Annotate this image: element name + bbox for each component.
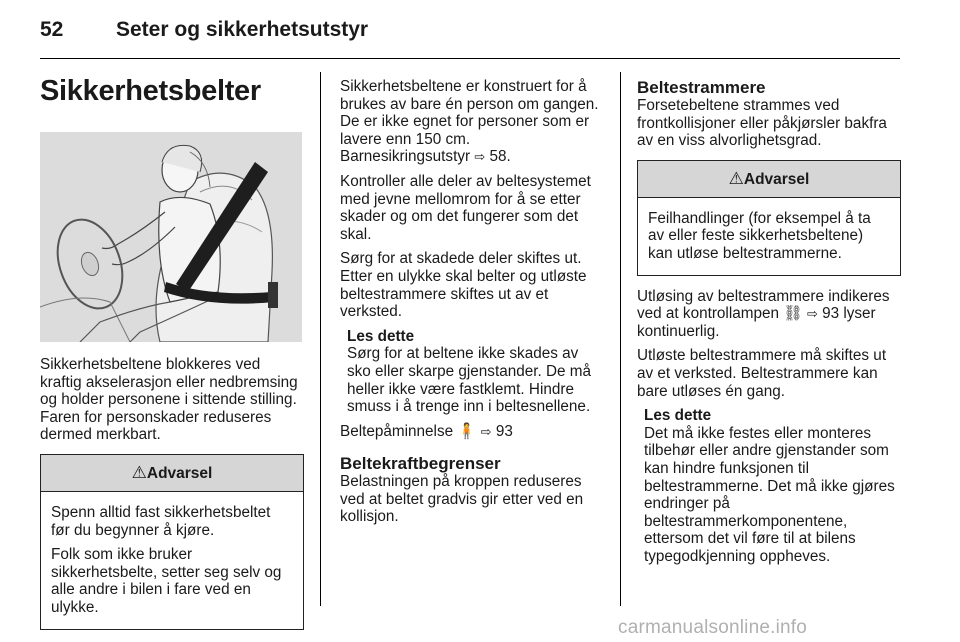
body-paragraph (637, 288, 901, 341)
page-reference[interactable]: 93 (822, 305, 840, 323)
column-3 (637, 66, 901, 572)
warning-text: Folk som ikke bruker sikkerhetsbelte, setter seg selv og alle andre i bilen i fare ved en ulykke. (51, 546, 282, 616)
running-head: Seter og sikkerhetsutstyr (116, 18, 369, 41)
warning-triangle-icon: ⚠ (131, 462, 147, 482)
intro-paragraph: Sikkerhetsbeltene blokkeres ved kraftig akselerasjon eller nedbremsing og holder personene i sittende stilling. Faren for personskader reduseres dermed merkbart. (40, 356, 298, 444)
page-reference-arrow-icon: ⇨ (480, 423, 492, 439)
warning-box (40, 454, 304, 630)
note-block (340, 328, 604, 416)
page-reference-arrow-icon: ⇨ (806, 306, 818, 322)
body-paragraph: Kontroller alle deler av beltesystemet med jevne mellomrom for å se etter skader og om det fungerer som det skal. (340, 172, 591, 243)
page-number: 52 (40, 18, 64, 41)
warning-label: Advarsel (146, 464, 213, 482)
page-reference-arrow-icon: ⇨ (474, 149, 486, 165)
page-reference[interactable]: 93 (495, 422, 513, 440)
note-text: Sørg for at beltene ikke skades av sko eller skarpe gjenstander. De må heller ikke være fastklemt. Hindre smuss i å trenge inn i beltesnellene. (347, 345, 592, 416)
body-paragraph (340, 78, 604, 166)
body-text: lyser kontinuerlig. (637, 305, 876, 340)
warning-header (638, 161, 900, 198)
warning-body (638, 198, 900, 275)
section-title: Beltestrammere (637, 78, 766, 97)
reminder-text: Beltepåminnelse (340, 422, 454, 440)
note-label: Les dette (347, 327, 415, 345)
page-title: Sikkerhetsbelter (40, 75, 261, 107)
note-text: Det må ikke festes eller monteres tilbehør eller andre gjenstander som kan hindre funksjonen til beltestrammerne. Det må ikke gjøres endringer på beltestrammerkomponentene, ettersom det vil føre til at bilens typegodkjenning oppheves. (644, 424, 895, 565)
body-paragraph: Forsetebeltene strammes ved frontkollisjoner eller påkjørsler bakfra av en viss alvorlighetsgrad. (637, 97, 887, 150)
driver-with-seatbelt-drawing (40, 132, 302, 342)
warning-box (637, 160, 901, 276)
column-1 (40, 64, 304, 642)
seatbelt-illustration (40, 132, 302, 342)
column-divider (620, 72, 621, 606)
airbag-warning-lamp-icon: ⛓ (783, 305, 803, 323)
body-paragraph: Utløste beltestrammere må skiftes ut av et verksted. Beltestrammere kan bare utløses én gang. (637, 347, 887, 400)
body-text: Sikkerhetsbeltene er konstruert for å brukes av bare én person om gangen. De er ikke egnet for personer som er lavere enn 150 cm. Barnesikringsutstyr (340, 78, 599, 166)
header-rule (40, 58, 900, 59)
note-label: Les dette (644, 407, 712, 425)
seatbelt-reminder-icon: 🧍 (457, 422, 477, 440)
body-paragraph: Belastningen på kroppen reduseres ved at beltet gradvis gir etter ved en kollisjon. (340, 473, 584, 526)
column-divider (320, 72, 321, 606)
page-header (0, 0, 960, 60)
note-block (637, 407, 901, 565)
column-2 (340, 78, 604, 533)
warning-text: Feilhandlinger (for eksempel å ta av eller feste sikkerhetsbeltene) kan utløse beltestrammerne. (648, 209, 871, 262)
warning-header (41, 455, 303, 492)
body-paragraph: Sørg for at skadede deler skiftes ut. Etter en ulykke skal belter og utløste beltestrammere skiftes ut av et verksted. (340, 250, 587, 321)
warning-triangle-icon: ⚠ (728, 168, 744, 188)
reminder-line (340, 423, 604, 441)
warning-label: Advarsel (743, 170, 810, 188)
warning-body (41, 492, 303, 629)
watermark: carmanualsonline.info (618, 617, 808, 638)
page-reference[interactable]: 58. (489, 148, 511, 166)
section-title: Beltekraftbegrenser (340, 454, 501, 474)
body-text: Utløsing av beltestrammere indikeres ved at kontrollampen (637, 287, 890, 323)
warning-text: Spenn alltid fast sikkerhetsbeltet før du begynner å kjøre. (51, 503, 271, 539)
